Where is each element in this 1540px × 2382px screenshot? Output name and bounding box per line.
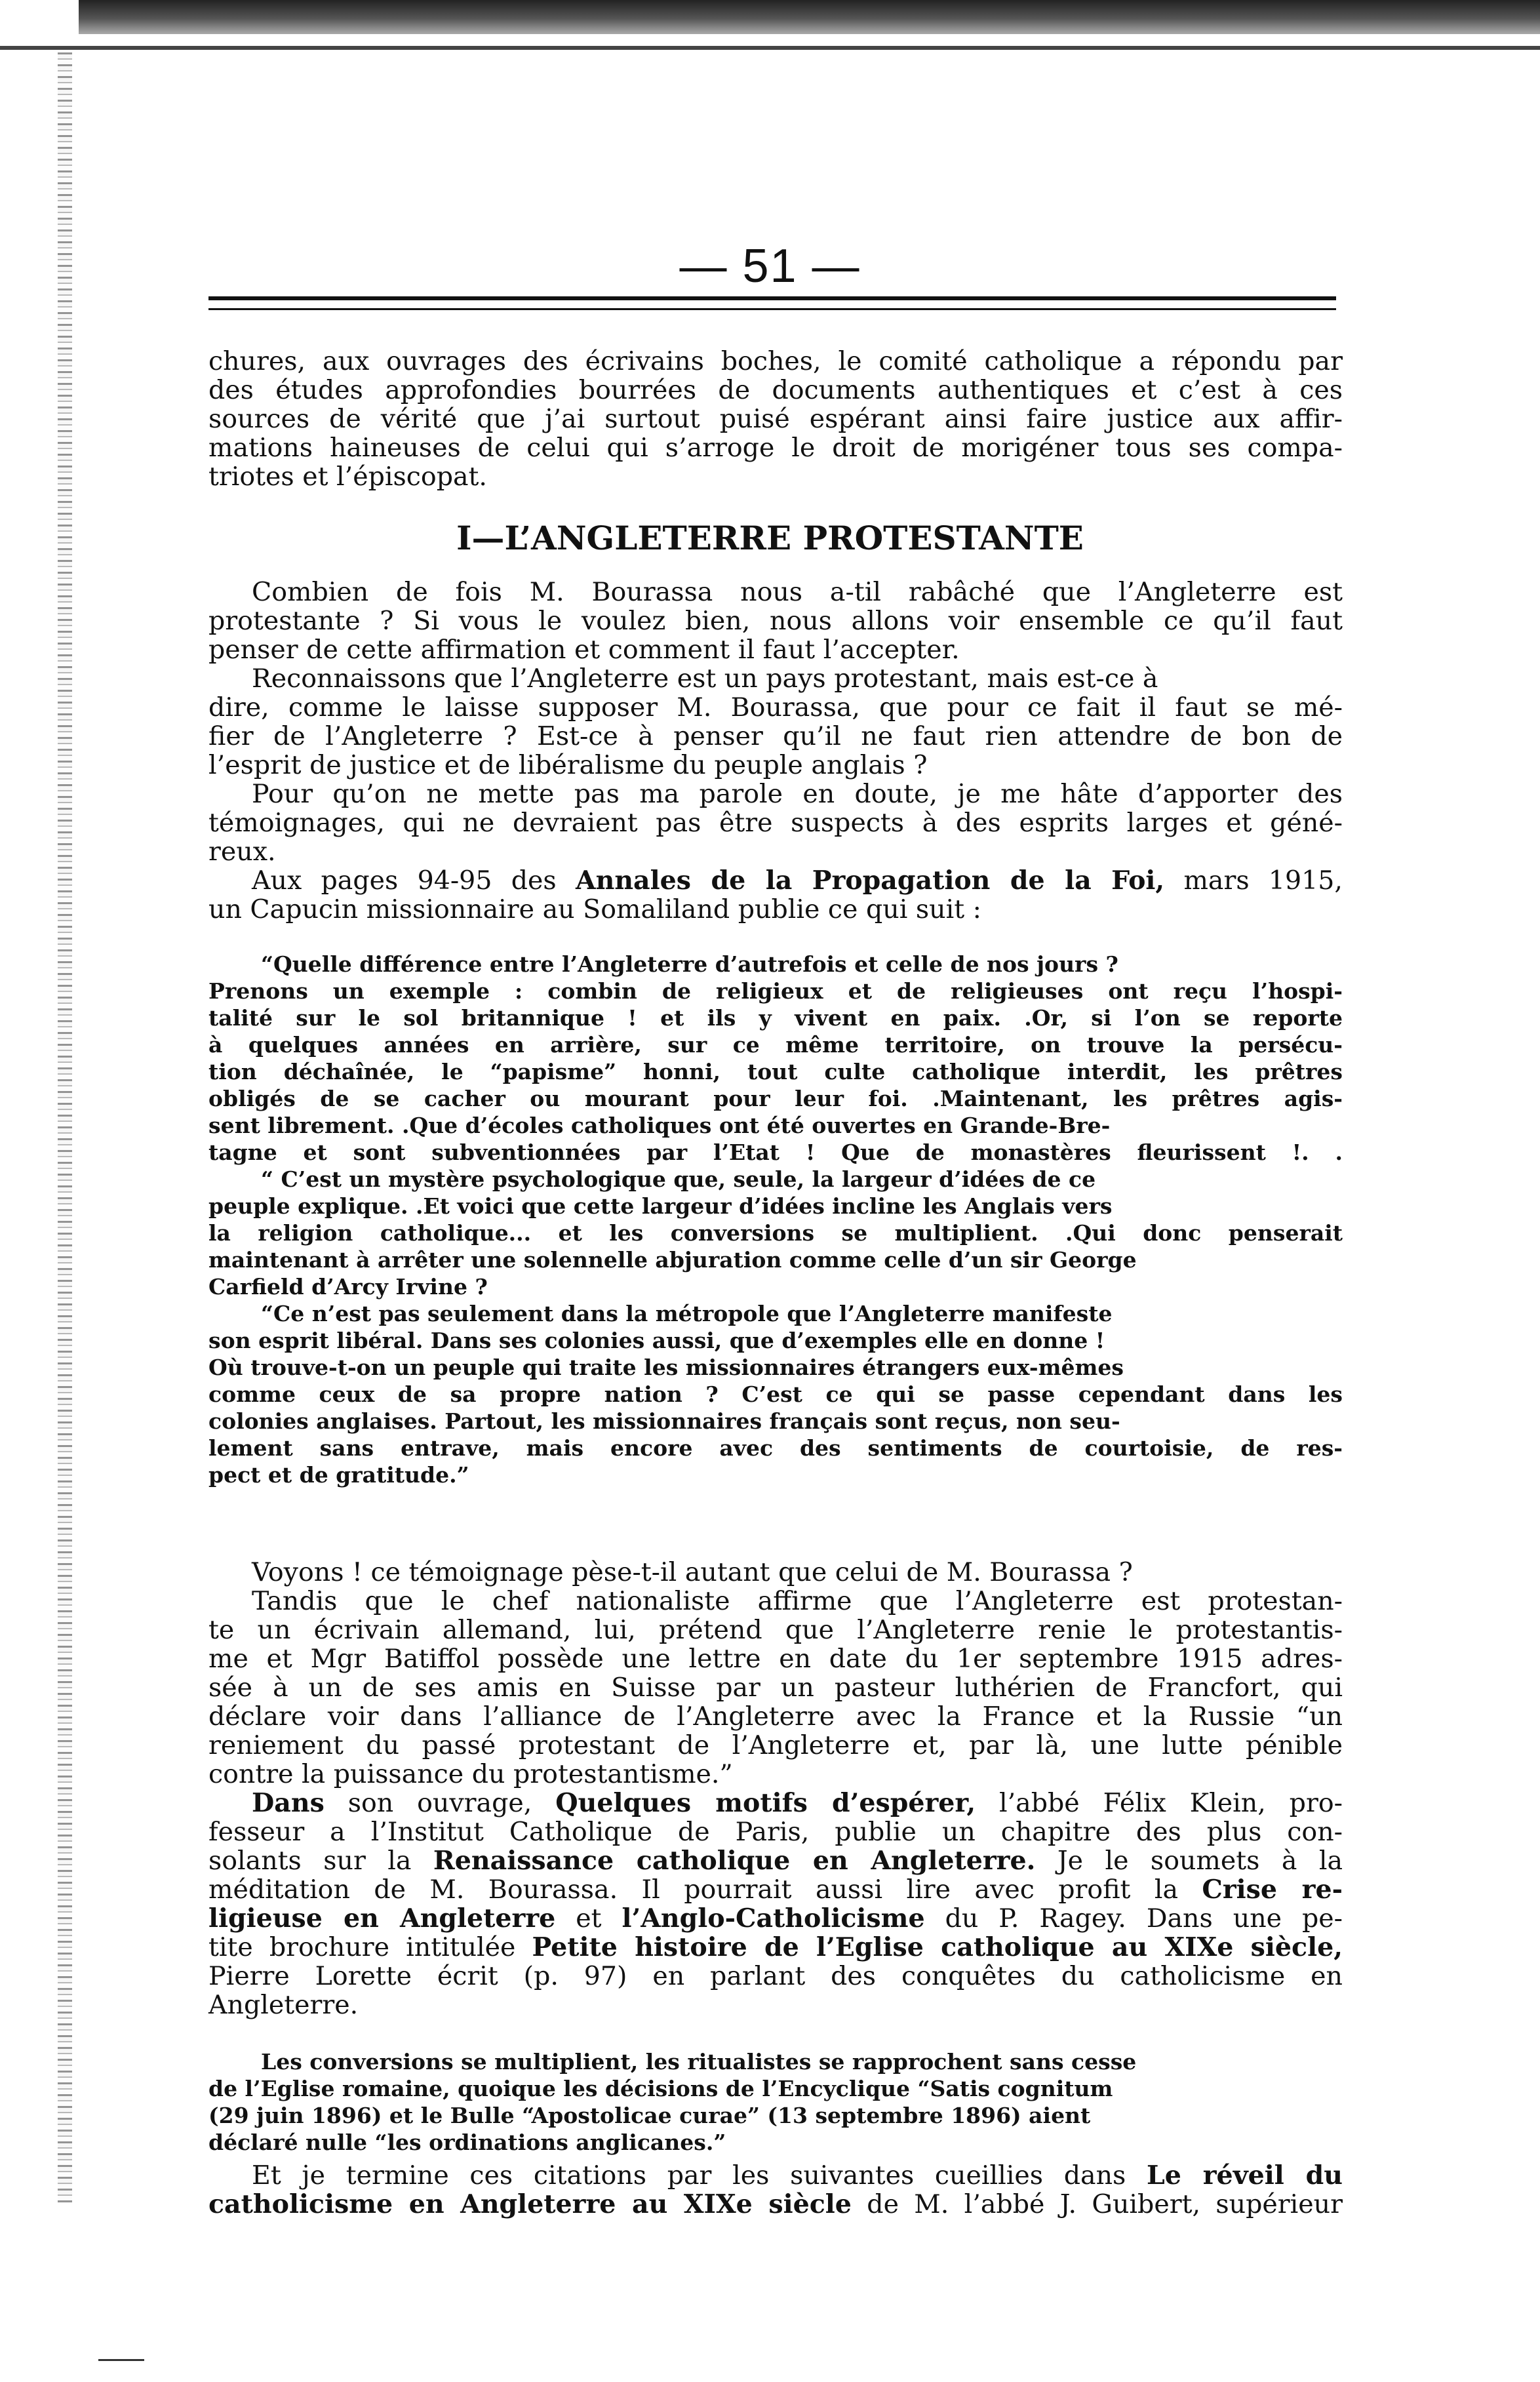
text-line: des études approfondies bourrées de documents authentiques et c’est à ces: [208, 375, 1343, 405]
text-line: Où trouve-t-on un peuple qui traite les missionnaires étrangers eux-mêmes: [208, 1355, 1124, 1380]
text-line: l’esprit de justice et de libéralisme du peuple anglais ?: [208, 750, 928, 780]
scan-edge-line: [0, 46, 1540, 50]
text-line: ligieuse en Angleterre et l’Anglo-Catholicisme du P. Ragey. Dans une pe-: [208, 1903, 1343, 1934]
text-line: de l’Eglise romaine, quoique les décisions de l’Encyclique “Satis cognitum: [208, 2076, 1113, 2101]
scan-edge-top: [79, 0, 1540, 34]
text-line: mations haineuses de celui qui s’arroge le droit de morigéner tous ses compa-: [208, 433, 1343, 463]
text-line: à quelques années en arrière, sur ce même territoire, on trouve la persécu-: [208, 1032, 1343, 1058]
section-title: I—L’ANGLETERRE PROTESTANTE: [456, 519, 1084, 557]
text-line: contre la puissance du protestantisme.”: [208, 1759, 733, 1789]
text-line: talité sur le sol britannique ! et ils y vivent en paix. .Or, si l’on se reporte: [208, 1005, 1343, 1031]
text-line: comme ceux de sa propre nation ? C’est ce qui se passe cependant dans les: [208, 1381, 1343, 1407]
text-line: “Quelle différence entre l’Angleterre d’autrefois et celle de nos jours ?: [261, 951, 1118, 977]
text-line: me et Mgr Batiffol possède une lettre en date du 1er septembre 1915 adres-: [208, 1644, 1343, 1674]
text-line: “Ce n’est pas seulement dans la métropole que l’Angleterre manifeste: [261, 1301, 1113, 1326]
text-line: sources de vérité que j’ai surtout puisé espérant ainsi faire justice aux affir-: [208, 404, 1343, 434]
text-line: protestante ? Si vous le voulez bien, nous allons voir ensemble ce qu’il faut: [208, 606, 1343, 636]
text-line: Carfield d’Arcy Irvine ?: [208, 1274, 488, 1300]
text-line: dire, comme le laisse supposer M. Bourassa, que pour ce fait il faut se mé-: [208, 692, 1343, 723]
header-rule: [208, 296, 1336, 300]
text-line: déclare voir dans l’alliance de l’Angleterre avec la France et la Russie “un: [208, 1701, 1343, 1732]
text-line: “ C’est un mystère psychologique que, seule, la largeur d’idées de ce: [261, 1166, 1096, 1192]
text-line: catholicisme en Angleterre au XIXe siècle de M. l’abbé J. Guibert, supérieur: [208, 2189, 1343, 2219]
text-line: Pierre Lorette écrit (p. 97) en parlant des conquêtes du catholicisme en: [208, 1961, 1343, 1991]
text-line: tagne et sont subventionnées par l’Etat ! Que de monastères fleurissent !. .: [208, 1140, 1343, 1165]
text-line: Et je termine ces citations par les suivantes cueillies dans Le réveil du: [252, 2160, 1343, 2191]
text-line: te un écrivain allemand, lui, prétend que l’Angleterre renie le protestantis-: [208, 1615, 1343, 1645]
text-line: peuple explique. .Et voici que cette largeur d’idées incline les Anglais vers: [208, 1193, 1113, 1219]
scan-edge-bottom-mark: [98, 2359, 144, 2361]
text-line: un Capucin missionnaire au Somaliland publie ce qui suit :: [208, 894, 981, 924]
text-line: (29 juin 1896) et le Bulle “Apostolicae curae” (13 septembre 1896) aient: [208, 2103, 1091, 2128]
text-line: déclaré nulle “les ordinations anglicanes.”: [208, 2130, 726, 2155]
text-line: lement sans entrave, mais encore avec des sentiments de courtoisie, de res-: [208, 1435, 1343, 1461]
text-line: chures, aux ouvrages des écrivains boches, le comité catholique a répondu par: [208, 346, 1343, 376]
text-line: Angleterre.: [208, 1990, 359, 2020]
text-line: pect et de gratitude.”: [208, 1462, 469, 1488]
text-line: Tandis que le chef nationaliste affirme que l’Angleterre est protestan-: [252, 1586, 1343, 1616]
scan-edge-left: [58, 52, 72, 2203]
text-line: Combien de fois M. Bourassa nous a-til rabâché que l’Angleterre est: [252, 577, 1343, 607]
text-line: sée à un de ses amis en Suisse par un pasteur luthérien de Francfort, qui: [208, 1673, 1343, 1703]
text-line: maintenant à arrêter une solennelle abjuration comme celle d’un sir George: [208, 1247, 1137, 1273]
header-rule-thin: [208, 308, 1336, 310]
text-line: fier de l’Angleterre ? Est-ce à penser qu’il ne faut rien attendre de bon de: [208, 721, 1343, 751]
text-line: penser de cette affirmation et comment il faut l’accepter.: [208, 635, 960, 665]
page-number: — 51 —: [679, 240, 861, 292]
text-line: son esprit libéral. Dans ses colonies aussi, que d’exemples elle en donne !: [208, 1328, 1105, 1353]
text-line: méditation de M. Bourassa. Il pourrait aussi lire avec profit la Crise re-: [208, 1875, 1343, 1905]
text-line: la religion catholique... et les conversions se multiplient. .Qui donc penserait: [208, 1220, 1343, 1246]
text-line: solants sur la Renaissance catholique en Angleterre. Je le soumets à la: [208, 1846, 1343, 1876]
text-line: Reconnaissons que l’Angleterre est un pays protestant, mais est-ce à: [252, 664, 1158, 694]
text-line: Les conversions se multiplient, les ritualistes se rapprochent sans cesse: [261, 2049, 1137, 2074]
text-line: obligés de se cacher ou mourant pour leur foi. .Maintenant, les prêtres agis-: [208, 1086, 1343, 1111]
text-line: tite brochure intitulée Petite histoire de l’Eglise catholique au XIXe siècle,: [208, 1932, 1343, 1962]
text-line: triotes et l’épiscopat.: [208, 462, 487, 492]
text-line: sent librement. .Que d’écoles catholiques ont été ouvertes en Grande-Bre-: [208, 1113, 1111, 1138]
text-line: reniement du passé protestant de l’Angleterre et, par là, une lutte pénible: [208, 1730, 1343, 1760]
text-line: Dans son ouvrage, Quelques motifs d’espérer, l’abbé Félix Klein, pro-: [252, 1788, 1343, 1818]
text-line: Aux pages 94-95 des Annales de la Propagation de la Foi, mars 1915,: [252, 865, 1343, 896]
text-line: reux.: [208, 837, 276, 867]
text-line: Prenons un exemple : combin de religieux et de religieuses ont reçu l’hospi-: [208, 978, 1343, 1004]
text-line: témoignages, qui ne devraient pas être suspects à des esprits larges et géné-: [208, 808, 1343, 838]
text-line: tion déchaînée, le “papisme” honni, tout culte catholique interdit, les prêtres: [208, 1059, 1343, 1084]
text-line: Voyons ! ce témoignage pèse-t-il autant que celui de M. Bourassa ?: [252, 1557, 1133, 1587]
text-line: colonies anglaises. Partout, les missionnaires français sont reçus, non seu-: [208, 1408, 1120, 1434]
text-line: fesseur a l’Institut Catholique de Paris, publie un chapitre des plus con-: [208, 1817, 1343, 1847]
text-line: Pour qu’on ne mette pas ma parole en doute, je me hâte d’apporter des: [252, 779, 1343, 809]
